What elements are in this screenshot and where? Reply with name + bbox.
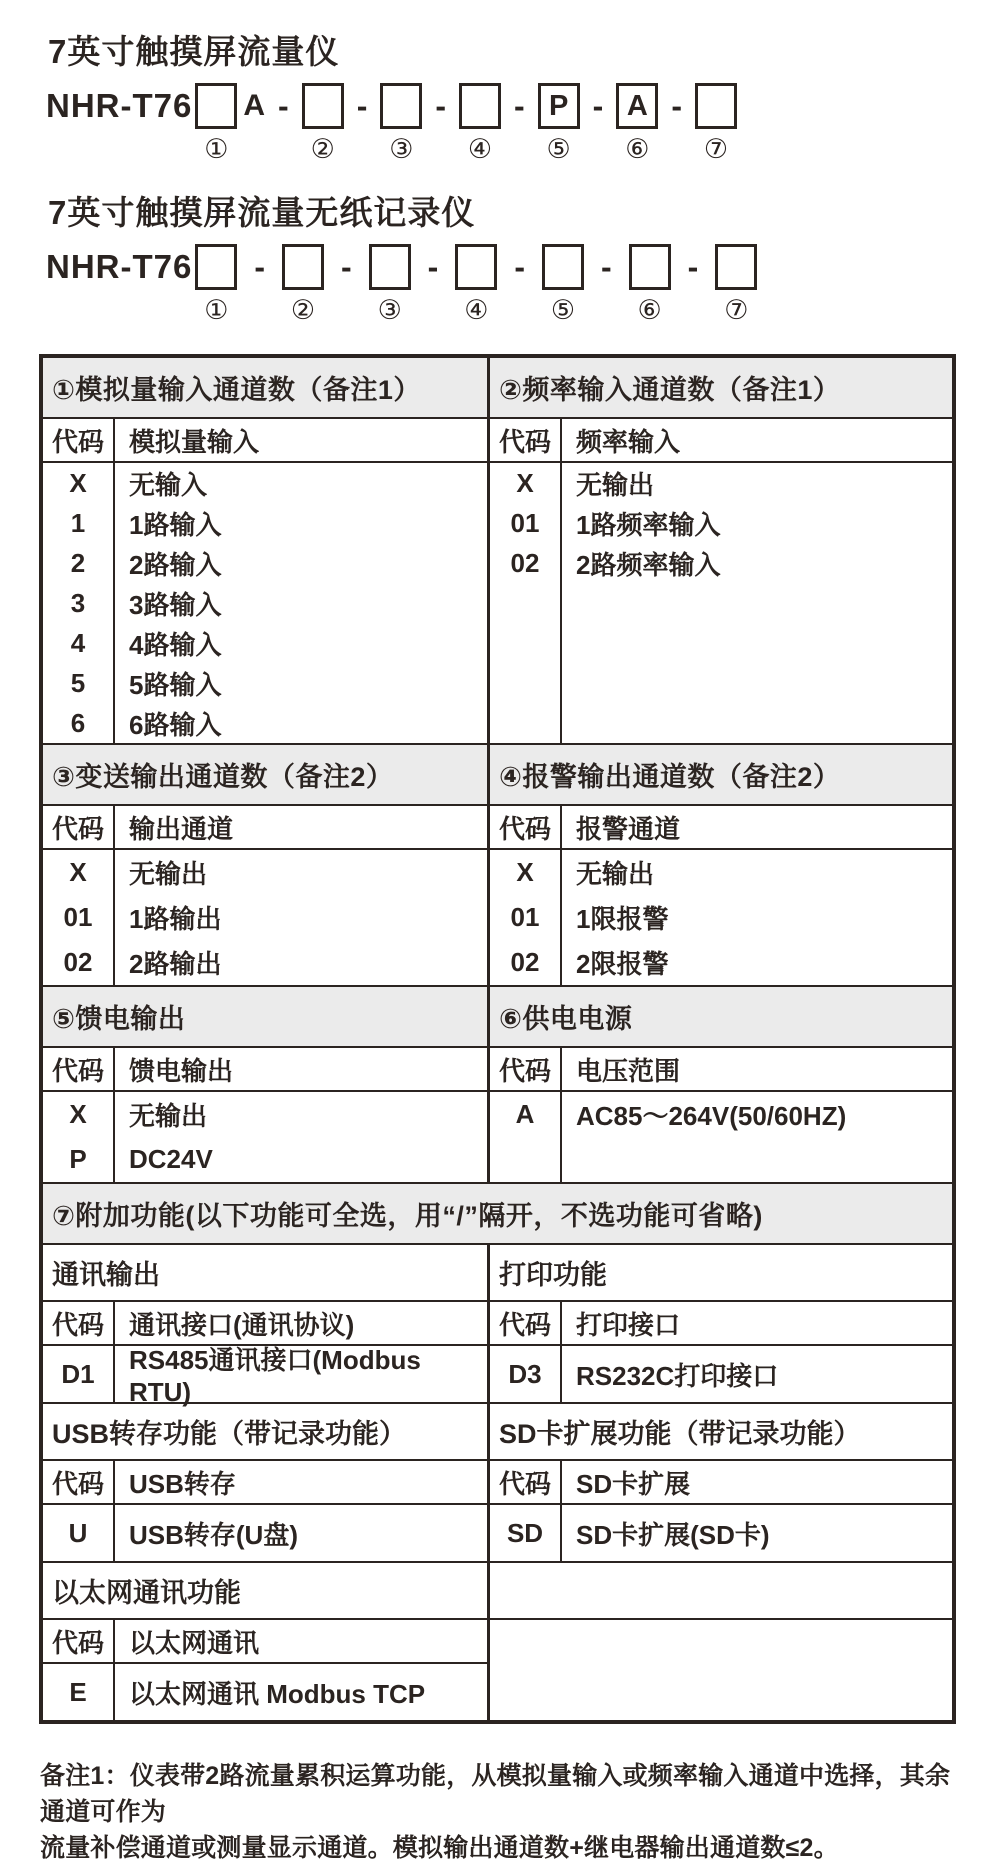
code-value: 01 [510,507,540,538]
description-column [115,850,487,985]
code-value: U [68,1517,88,1548]
table-half-right [490,1404,952,1459]
option-label: 无输出 [576,469,655,500]
description-column [115,1092,487,1182]
model-segment [616,83,658,163]
model-segment [195,83,237,163]
code-column [490,1092,562,1182]
product-block-paperless-recorder [46,187,990,324]
dash-separator: - [514,87,525,124]
option-label: AC85～264V(50/60HZ) [576,1101,847,1131]
description-column [562,850,952,985]
table-half-right [490,1245,952,1300]
description-column [562,1505,952,1561]
code-column [490,1346,562,1402]
model-code-box [542,244,584,290]
position-number: ⑤ [546,134,571,164]
option-label: 1路输出 [129,904,222,934]
model-code-row [46,244,990,324]
ordering-spec-table [39,354,956,1724]
ethernet-data-row [43,1664,487,1720]
code-column [43,806,115,848]
table-half-left [43,1302,490,1344]
model-code-row [46,83,990,163]
description-column [562,463,952,743]
code-value: 3 [70,587,86,618]
code-column [43,1302,115,1344]
table-half-left [43,745,490,804]
table-half-left [43,806,490,848]
code-value: 代码 [51,1309,104,1340]
table-band [43,1184,952,1245]
code-value: 02 [63,947,93,977]
table-half-left [43,1563,490,1618]
table-half-left [43,1048,490,1090]
dash-separator: - [356,87,368,124]
description-column [562,806,952,848]
code-value: 02 [510,547,540,578]
subsection-title: USB转存功能（带记录功能） [52,1419,407,1449]
code-value: 02 [510,947,540,977]
description-column [115,1048,487,1090]
position-number: ① [204,134,229,164]
option-label: 以太网通讯 Modbus TCP [129,1678,426,1709]
code-value: X [516,467,534,498]
model-code-box [695,83,737,129]
description-column [115,1620,487,1662]
option-label: 输出通道 [129,813,234,844]
model-segment [455,244,497,324]
option-label: 1路输入 [129,509,222,540]
code-column [490,419,562,461]
option-label: 无输出 [576,859,655,889]
option-label: 2限报警 [576,949,669,979]
dash-separator: - [341,248,352,285]
option-label: 3路输入 [129,589,222,620]
table-band [43,358,952,419]
table-half-left [43,1461,490,1503]
code-value: 代码 [498,1468,551,1499]
position-number: ④ [467,134,493,164]
code-value: 代码 [498,426,551,457]
subsection-title [490,1563,952,1618]
table-half-left [43,1620,490,1720]
table-band [43,1345,952,1407]
option-label: USB转存 [129,1468,236,1499]
table-half-left [43,463,490,743]
code-column [43,1092,115,1182]
position-number: ③ [377,295,402,325]
code-column [43,1620,115,1662]
model-code-box [302,83,344,129]
dash-separator: - [278,87,289,124]
footnote-line: 备注1：仪表带2路流量累积运算功能，从模拟量输入或频率输入通道中选择，其余通道可作为 [40,1762,951,1826]
table-band [43,419,952,463]
model-segment [542,244,584,324]
code-value: A [515,1099,535,1129]
table-half-left [43,1245,490,1300]
position-number: ⑤ [550,295,576,325]
option-label: 1限报警 [576,904,669,934]
ethernet-subheader-row [43,1620,487,1664]
table-band [43,1505,952,1563]
table-half-left [43,850,490,985]
table-band [43,1092,952,1184]
code-column [490,1505,562,1561]
position-number: ⑥ [625,134,650,164]
code-column [490,1048,562,1090]
option-label: 频率输入 [576,426,681,457]
section-header: ①模拟量输入通道数（备注1） [43,358,487,417]
option-label: SD卡扩展(SD卡) [576,1519,770,1550]
table-half-left [43,1505,490,1561]
table-half-right [490,987,952,1046]
subsection-title: SD卡扩展功能（带记录功能） [499,1419,861,1449]
model-code-box [369,244,411,290]
description-column [562,1302,952,1344]
subsection-title: 通讯输出 [52,1260,160,1290]
model-code-box [380,83,422,129]
section-header: ②频率输入通道数（备注1） [490,358,952,417]
position-number: ① [204,295,229,325]
code-value: 1 [70,507,86,538]
description-column [115,1345,487,1407]
option-label: RS485通讯接口(Modbus RTU) [129,1345,421,1407]
code-column [43,1048,115,1090]
ethernet-rows [43,1620,487,1720]
description-column [115,1302,487,1344]
option-label: USB转存(U盘) [129,1519,298,1550]
position-number: ⑦ [724,295,749,325]
table-half-right [490,358,952,417]
description-column [115,463,487,743]
code-column [490,1461,562,1503]
option-label: DC24V [129,1144,213,1174]
description-column-header: 以太网通讯 [129,1627,260,1658]
model-code-box [195,83,237,129]
option-label: 4路输入 [129,629,222,660]
option-label: 打印接口 [576,1309,681,1340]
code-value: 01 [63,902,93,932]
code-column [43,1346,115,1402]
code-value: D1 [61,1358,95,1389]
code-value: 代码 [51,426,104,457]
description-column [562,1461,952,1503]
code-column [43,419,115,461]
table-half-right [490,1302,952,1344]
dash-separator: - [600,248,612,285]
table-half-right [490,1461,952,1503]
code-column [490,806,562,848]
section-header: ④报警输出通道数（备注2） [490,745,952,804]
dash-separator: - [254,248,266,285]
table-half-left [43,1092,490,1182]
table-half-right [490,1048,952,1090]
position-number: ③ [389,134,414,164]
empty-cell [490,1620,952,1720]
table-band [43,1461,952,1505]
description-column [115,1664,487,1720]
model-code-box [459,83,501,129]
table-half-left [43,1404,490,1459]
product-title: 7英寸触摸屏流量仪 [48,33,340,70]
product-title: 7英寸触摸屏流量无纸记录仪 [48,194,476,231]
option-label: 6路输入 [129,709,222,740]
code-value: X [69,857,87,887]
option-label: 无输出 [129,1101,208,1131]
dash-separator: - [427,248,439,285]
option-label: 电压范围 [576,1055,681,1086]
code-value: 5 [70,667,86,698]
code-column [490,1302,562,1344]
code-value: 代码 [498,813,551,844]
description-column [115,1505,487,1561]
model-segment [695,83,737,163]
table-band [43,806,952,850]
model-segment [715,244,757,324]
model-segment [369,244,411,324]
position-number: ⑦ [703,134,729,164]
model-segment [302,83,344,163]
option-label: 无输出 [129,859,208,889]
model-code-box [195,244,237,290]
option-label: 5路输入 [129,669,222,700]
code-value: 代码 [51,1468,104,1499]
option-label: 2路频率输入 [576,549,721,580]
code-column [43,463,115,743]
option-label: 2路输入 [129,549,222,580]
table-half-right [490,745,952,804]
option-label: 通讯接口(通讯协议) [129,1309,355,1340]
dash-separator: - [687,248,699,285]
table-half-left [43,987,490,1046]
table-band [43,1563,952,1620]
dash-separator: - [671,87,682,124]
table-band [43,1245,952,1302]
table-half-left [43,1345,490,1407]
code-value: 代码 [498,1055,551,1086]
model-code-box: P [538,83,580,129]
model-segment [459,83,501,163]
table-half-right [490,419,952,461]
code-value: X [69,1099,87,1129]
model-code-box [629,244,671,290]
code-column [490,850,562,985]
model-code-box: A [616,83,658,129]
dash-separator: - [592,87,604,124]
table-half-right [490,850,952,985]
option-label: 无输入 [129,469,208,500]
model-fixed-letter: A [243,89,266,122]
table-band [43,1048,952,1092]
table-half-right [490,806,952,848]
model-code-box [455,244,497,290]
code-value: E [69,1676,87,1707]
product-block-flowmeter [46,26,990,163]
code-value: 4 [70,627,86,658]
position-number: ② [290,295,316,325]
option-label: 报警通道 [576,813,681,844]
table-half-right [490,1092,952,1182]
table-half-left [43,358,490,417]
code-value: SD [506,1517,544,1548]
section-header: ⑦附加功能(以下功能可全选，用“/”隔开，不选功能可省略) [43,1184,952,1243]
model-segment [380,83,422,163]
description-column [115,806,487,848]
table-half-left [43,419,490,461]
table-band [43,745,952,806]
model-code-box [282,244,324,290]
position-number: ② [310,134,335,164]
description-column [562,419,952,461]
model-segment [629,244,671,324]
table-band [43,987,952,1048]
code-column [43,1664,115,1720]
footnote-line: 流量补偿通道或测量显示通道。模拟输出通道数+继电器输出通道数≤2。 [40,1834,839,1862]
code-column [43,850,115,985]
code-value: 代码 [498,1309,551,1340]
position-number: ⑥ [637,295,662,325]
position-number: ④ [464,295,489,325]
option-label: 馈电输出 [129,1055,234,1086]
code-value: D3 [508,1358,542,1389]
model-segment [282,244,324,324]
code-column-header: 代码 [51,1627,104,1658]
table-band [43,850,952,987]
model-prefix: NHR-T76 [46,87,193,124]
description-column [562,1346,952,1402]
model-segment [538,83,580,163]
section-header: ③变送输出通道数（备注2） [43,745,487,804]
code-value: 2 [70,547,86,578]
model-code-box [715,244,757,290]
dash-separator: - [514,248,525,285]
table-band [43,1620,952,1720]
code-column [490,463,562,743]
table-band [43,1404,952,1461]
description-column [115,419,487,461]
code-value: 代码 [51,813,104,844]
model-prefix: NHR-T76 [46,248,193,285]
option-label: SD卡扩展 [576,1468,691,1499]
code-value: 代码 [51,1055,104,1086]
subsection-title: 以太网通讯功能 [52,1578,241,1608]
option-label: 1路频率输入 [576,509,721,540]
section-header: ⑤馈电输出 [43,987,487,1046]
code-value: X [516,857,534,887]
code-column [43,1505,115,1561]
description-column [562,1048,952,1090]
description-column [115,1461,487,1503]
model-segment [195,244,237,324]
subsection-title: 打印功能 [499,1260,607,1290]
footnotes [40,1758,952,1866]
section-header: ⑥供电电源 [490,987,952,1046]
table-half-right [490,463,952,743]
option-label: RS232C打印接口 [576,1360,779,1391]
table-half-right [490,1346,952,1402]
table-band [43,463,952,745]
code-value: P [69,1144,87,1174]
dash-separator: - [435,87,446,124]
description-column [562,1092,952,1182]
code-column [43,1461,115,1503]
option-label: 模拟量输入 [129,426,260,457]
code-value: 01 [510,902,540,932]
code-value: 6 [70,707,86,738]
table-half-right [490,1505,952,1561]
table-half-right [490,1563,952,1618]
option-label: 2路输出 [129,949,222,979]
code-value: X [69,467,87,498]
